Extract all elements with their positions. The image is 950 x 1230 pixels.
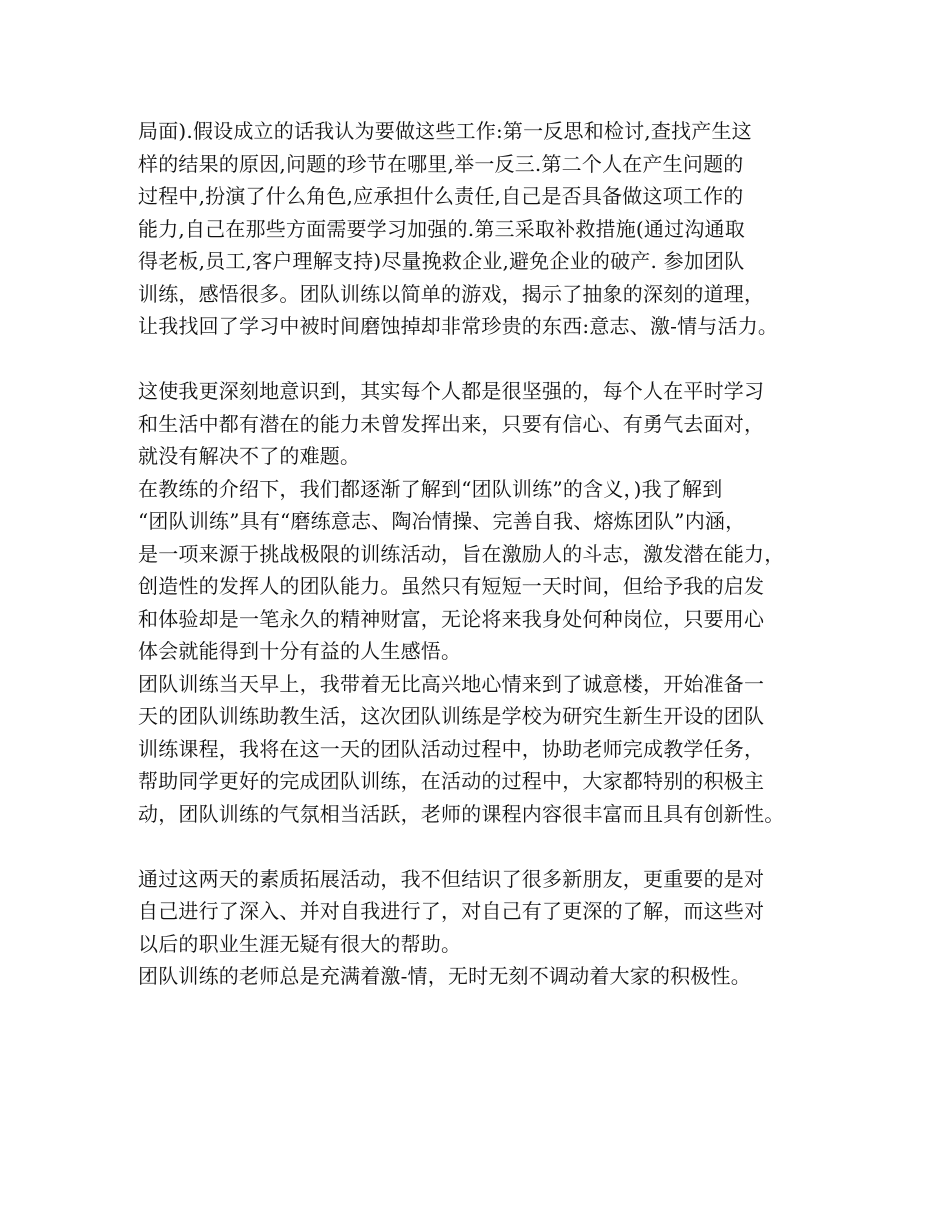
- text-line: 通过这两天的素质拓展活动，我不但结识了很多新朋友，更重要的是对: [138, 866, 765, 891]
- text-line: 天的团队训练助教生活，这次团队训练是学校为研究生新生开设的团队: [138, 704, 765, 728]
- text-line: 体会就能得到十分有益的人生感悟。: [138, 639, 462, 663]
- text-line: 让我找回了学习中被时间磨蚀掉却非常珍贵的东西:意志、激-情与活力。: [138, 314, 779, 338]
- text-line: “团队训练”具有“磨练意志、陶冶情操、完善自我、熔炼团队”内涵，: [138, 509, 746, 533]
- text-line: 就没有解决不了的难题。: [138, 444, 361, 468]
- text-line: 局面).假设成立的话我认为要做这些工作:第一反思和检讨,查找产生这: [138, 119, 752, 143]
- text-line: 在教练的介绍下，我们都逐渐了解到“团队训练”的含义，)我了解到: [138, 476, 723, 501]
- blank-line: [138, 830, 838, 863]
- text-line: 这使我更深刻地意识到，其实每个人都是很坚强的，每个人在平时学习: [138, 379, 765, 403]
- text-line: 团队训练当天早上，我带着无比高兴地心情来到了诚意楼，开始准备一: [138, 671, 765, 696]
- blank-line: [138, 343, 838, 376]
- document-body: [138, 115, 838, 993]
- text-line: 和生活中都有潜在的能力未曾发挥出来，只要有信心、有勇气去面对，: [138, 411, 765, 436]
- text-line: 和体验却是一笔永久的精神财富，无论将来我身处何种岗位，只要用心: [138, 606, 765, 631]
- text-line: 训练，感悟很多。团队训练以简单的游戏，揭示了抽象的深刻的道理，: [138, 281, 765, 306]
- text-line: 训练课程，我将在这一天的团队活动过程中，协助老师完成教学任务，: [138, 736, 765, 761]
- text-line: 以后的职业生涯无疑有很大的帮助。: [138, 931, 462, 956]
- text-line: 创造性的发挥人的团队能力。虽然只有短短一天时间，但给予我的启发: [138, 574, 765, 598]
- text-line: 样的结果的原因,问题的珍节在哪里,举一反三.第二个人在产生问题的: [138, 151, 744, 176]
- text-line: 过程中,扮演了什么角色,应承担什么责任,自己是否具备做这项工作的: [138, 184, 744, 208]
- text-line: 得老板,员工,客户理解支持)尽量挽救企业,避免企业的破产. 参加团队: [138, 249, 745, 273]
- text-line: 自己进行了深入、并对自我进行了，对自己有了更深的了解，而这些对: [138, 899, 765, 923]
- text-line: 团队训练的老师总是充满着激-情，无时无刻不调动着大家的积极性。: [138, 964, 751, 988]
- text-line: 帮助同学更好的完成团队训练，在活动的过程中，大家都特别的积极主: [138, 769, 765, 793]
- text-line: 能力,自己在那些方面需要学习加强的.第三采取补救措施(通过沟通取: [138, 216, 745, 241]
- text-line: 是一项来源于挑战极限的训练活动，旨在激励人的斗志，激发潜在能力，: [138, 541, 785, 566]
- text-line: 动，团队训练的气氛相当活跃，老师的课程内容很丰富而且具有创新性。: [138, 801, 785, 826]
